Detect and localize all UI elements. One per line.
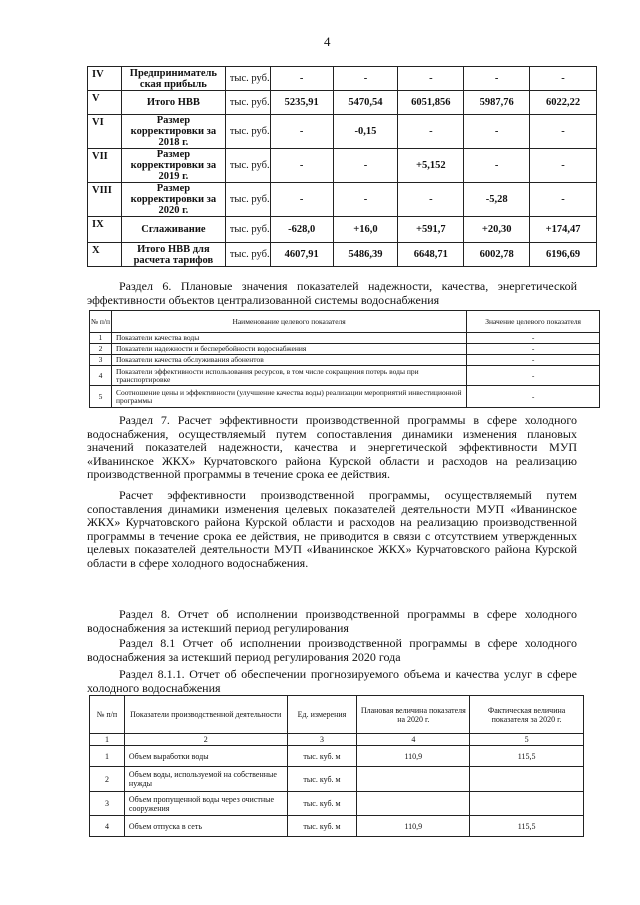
row-value: 6022,22 bbox=[530, 91, 597, 115]
row-value: -628,0 bbox=[270, 217, 333, 243]
row-value: - bbox=[398, 67, 464, 91]
row-indicator-name: Размер корректировки за 2018 г. bbox=[121, 115, 225, 149]
row-value: - bbox=[464, 149, 530, 183]
row-plan-value: 110,9 bbox=[357, 816, 470, 837]
row-value: - bbox=[333, 183, 398, 217]
section7-paragraph-1: Раздел 7. Расчет эффективности производственной программы в сфере холодного водоснабжения, осуществляемый путем сопоставления динамики изменения плановых значений показателей надежности, качества и энергетической эффективности МУП «Иванинское ЖКХ» Курчатовского района Курской области и расходов на реализацию производственной программы в течение срока ее действия. bbox=[87, 413, 577, 482]
col-number-label: 5 bbox=[470, 734, 584, 746]
row-fact-value bbox=[470, 792, 584, 816]
row-number: 4 bbox=[90, 366, 112, 386]
row-number: 3 bbox=[90, 792, 125, 816]
row-number: 3 bbox=[90, 355, 112, 366]
row-indicator-name: Объем воды, используемой на собственные нужды bbox=[124, 767, 287, 792]
row-indicator-value: - bbox=[467, 344, 600, 355]
row-indicator-name: Показатели надежности и бесперебойности водоснабжения bbox=[111, 344, 466, 355]
row-indicator-name: Сглаживание bbox=[121, 217, 225, 243]
row-plan-value: 110,9 bbox=[357, 746, 470, 767]
col-number-label: 2 bbox=[124, 734, 287, 746]
row-value: 6196,69 bbox=[530, 243, 597, 267]
col-number-label: 4 bbox=[357, 734, 470, 746]
section7-paragraph-2: Расчет эффективности производственной программы, осуществляемый путем сопоставления динамики изменения целевых показателей деятельности МУП «Иванинское ЖКХ» Курчатовского района Курской области и расходов на реализацию производственной программы в течение срока ее действия, не приводится в связи с отсутствием утвержденных целевых показателей деятельности МУП «Иванинское ЖКХ» Курчатовского района Курской области в сфере холодного водоснабжения. bbox=[87, 488, 577, 570]
row-value: 6051,856 bbox=[398, 91, 464, 115]
target-indicators-table bbox=[89, 310, 600, 408]
table-row bbox=[90, 767, 584, 792]
col-header-indicator-name: Наименование целевого показателя bbox=[111, 311, 466, 333]
row-number: 2 bbox=[90, 767, 125, 792]
row-number: VIII bbox=[88, 183, 122, 217]
row-fact-value: 115,5 bbox=[470, 746, 584, 767]
row-number: IX bbox=[88, 217, 122, 243]
row-value: - bbox=[333, 67, 398, 91]
row-value: -0,15 bbox=[333, 115, 398, 149]
col-header-fact: Фактическая величина показателя за 2020 г. bbox=[470, 696, 584, 734]
row-value: 4607,91 bbox=[270, 243, 333, 267]
table-row bbox=[88, 91, 597, 115]
row-number: X bbox=[88, 243, 122, 267]
section6-title: Раздел 6. Плановые значения показателей надежности, качества, энергетической эффективности объектов централизованной системы водоснабжения bbox=[87, 279, 577, 307]
row-value: - bbox=[530, 115, 597, 149]
col-header-indicator: Показатели производственной деятельности bbox=[124, 696, 287, 734]
row-number: VI bbox=[88, 115, 122, 149]
row-number: 4 bbox=[90, 816, 125, 837]
row-value: - bbox=[270, 183, 333, 217]
row-fact-value bbox=[470, 767, 584, 792]
col-number-label: 1 bbox=[90, 734, 125, 746]
row-number: 2 bbox=[90, 344, 112, 355]
row-fact-value: 115,5 bbox=[470, 816, 584, 837]
row-value: +5,152 bbox=[398, 149, 464, 183]
production-report-table bbox=[89, 695, 584, 837]
table-row bbox=[88, 115, 597, 149]
table-row bbox=[88, 217, 597, 243]
row-number: VII bbox=[88, 149, 122, 183]
section8-1-title: Раздел 8.1 Отчет об исполнении производственной программы в сфере холодного водоснабжения за истекший период регулирования 2020 года bbox=[87, 636, 577, 664]
row-unit: тыс. руб. bbox=[225, 183, 270, 217]
row-number: 5 bbox=[90, 386, 112, 408]
col-header-plan: Плановая величина показателя на 2020 г. bbox=[357, 696, 470, 734]
table-row bbox=[90, 792, 584, 816]
row-unit: тыс. руб. bbox=[225, 149, 270, 183]
table-row bbox=[88, 149, 597, 183]
row-value: - bbox=[464, 67, 530, 91]
row-indicator-name: Объем пропущенной воды через очистные сооружения bbox=[124, 792, 287, 816]
row-unit: тыс. руб. bbox=[225, 243, 270, 267]
row-indicator-name: Соотношение цены и эффективности (улучшение качества воды) реализации мероприятий инвестиционной программы bbox=[111, 386, 466, 408]
row-value: 5235,91 bbox=[270, 91, 333, 115]
row-value: +174,47 bbox=[530, 217, 597, 243]
row-plan-value bbox=[357, 767, 470, 792]
table-row bbox=[90, 333, 600, 344]
section8-1-1-title: Раздел 8.1.1. Отчет об обеспечении прогнозируемого объема и качества услуг в сфере холодного водоснабжения bbox=[87, 667, 577, 695]
row-value: -5,28 bbox=[464, 183, 530, 217]
row-value: - bbox=[270, 115, 333, 149]
table-row bbox=[90, 355, 600, 366]
row-value: - bbox=[530, 183, 597, 217]
row-indicator-name: Итого НВВ для расчета тарифов bbox=[121, 243, 225, 267]
row-value: +16,0 bbox=[333, 217, 398, 243]
row-indicator-value: - bbox=[467, 333, 600, 344]
row-indicator-name: Предприниматель ская прибыль bbox=[121, 67, 225, 91]
row-unit: тыс. руб. bbox=[225, 115, 270, 149]
row-value: +20,30 bbox=[464, 217, 530, 243]
row-value: - bbox=[530, 149, 597, 183]
col-number-label: 3 bbox=[287, 734, 357, 746]
row-plan-value bbox=[357, 792, 470, 816]
row-indicator-name: Размер корректировки за 2019 г. bbox=[121, 149, 225, 183]
row-indicator-name: Показатели качества обслуживания абонентов bbox=[111, 355, 466, 366]
table-row bbox=[90, 816, 584, 837]
row-value: +591,7 bbox=[398, 217, 464, 243]
row-number: 1 bbox=[90, 746, 125, 767]
row-unit: тыс. руб. bbox=[225, 91, 270, 115]
row-number: IV bbox=[88, 67, 122, 91]
row-indicator-name: Размер корректировки за 2020 г. bbox=[121, 183, 225, 217]
table-row bbox=[88, 183, 597, 217]
row-unit: тыс. куб. м bbox=[287, 746, 357, 767]
row-indicator-value: - bbox=[467, 386, 600, 408]
row-value: 5987,76 bbox=[464, 91, 530, 115]
row-indicator-value: - bbox=[467, 366, 600, 386]
section8-title: Раздел 8. Отчет об исполнении производственной программы в сфере холодного водоснабжения за истекший период регулирования bbox=[87, 607, 577, 635]
row-value: - bbox=[398, 115, 464, 149]
row-value: 6002,78 bbox=[464, 243, 530, 267]
row-unit: тыс. куб. м bbox=[287, 792, 357, 816]
table-row bbox=[90, 344, 600, 355]
row-indicator-name: Объем выработки воды bbox=[124, 746, 287, 767]
nvv-table bbox=[87, 66, 597, 267]
row-unit: тыс. руб. bbox=[225, 67, 270, 91]
row-indicator-name: Объем отпуска в сеть bbox=[124, 816, 287, 837]
table-row bbox=[88, 67, 597, 91]
row-value: 6648,71 bbox=[398, 243, 464, 267]
col-header-number: № п/п bbox=[90, 696, 125, 734]
table-row bbox=[90, 746, 584, 767]
row-number: V bbox=[88, 91, 122, 115]
row-unit: тыс. руб. bbox=[225, 217, 270, 243]
row-indicator-name: Показатели качества воды bbox=[111, 333, 466, 344]
col-header-indicator-value: Значение целевого показателя bbox=[467, 311, 600, 333]
row-unit: тыс. куб. м bbox=[287, 767, 357, 792]
table-row bbox=[90, 386, 600, 408]
row-value: - bbox=[270, 67, 333, 91]
row-value: - bbox=[464, 115, 530, 149]
row-indicator-value: - bbox=[467, 355, 600, 366]
row-value: 5486,39 bbox=[333, 243, 398, 267]
row-number: 1 bbox=[90, 333, 112, 344]
table-row bbox=[88, 243, 597, 267]
row-indicator-name: Показатели эффективности использования ресурсов, в том числе сокращения потерь воды при транспортировке bbox=[111, 366, 466, 386]
col-header-number: № п/п bbox=[90, 311, 112, 333]
row-value: - bbox=[270, 149, 333, 183]
page-number: 4 bbox=[324, 34, 331, 49]
row-value: - bbox=[530, 67, 597, 91]
row-value: - bbox=[398, 183, 464, 217]
table-row bbox=[90, 366, 600, 386]
row-indicator-name: Итого НВВ bbox=[121, 91, 225, 115]
row-value: - bbox=[333, 149, 398, 183]
col-header-unit: Ед. измерения bbox=[287, 696, 357, 734]
row-unit: тыс. куб. м bbox=[287, 816, 357, 837]
row-value: 5470,54 bbox=[333, 91, 398, 115]
